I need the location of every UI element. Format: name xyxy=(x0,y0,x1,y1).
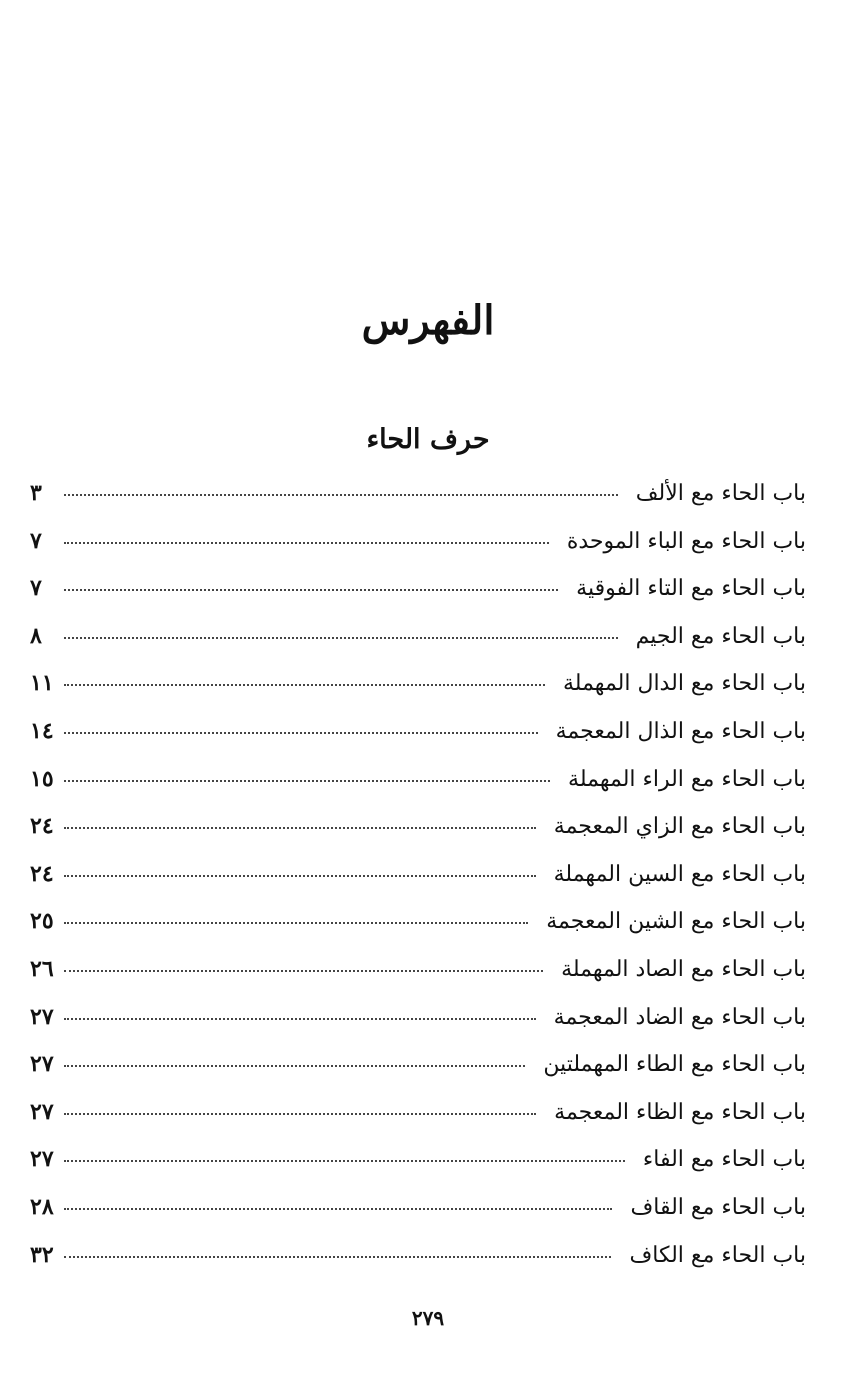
dot-leader xyxy=(64,1256,611,1258)
dot-leader xyxy=(64,732,538,734)
toc-entry-page: ٢٦ xyxy=(30,955,54,982)
toc-entry-page: ٢٤ xyxy=(30,860,54,887)
toc-entry-label: باب الحاء مع السين المهملة xyxy=(553,861,806,887)
dot-leader xyxy=(64,1065,525,1067)
toc-entry xyxy=(30,946,806,994)
toc-entry-label: باب الحاء مع الصاد المهملة xyxy=(561,956,806,982)
toc-entry-label: باب الحاء مع الكاف xyxy=(629,1242,806,1268)
toc-entry xyxy=(30,613,806,661)
dot-leader xyxy=(64,684,545,686)
toc-entry xyxy=(30,1232,806,1280)
dot-leader xyxy=(64,1018,536,1020)
toc-entry xyxy=(30,898,806,946)
dot-leader xyxy=(64,1160,625,1162)
page-number: ٢٧٩ xyxy=(411,1306,445,1330)
toc-entry-label: باب الحاء مع الألف xyxy=(635,481,806,506)
toc-entry-label: باب الحاء مع الباء الموحدة xyxy=(566,528,806,554)
toc-entry xyxy=(30,1089,806,1137)
toc-entry-page: ٢٧ xyxy=(30,1146,54,1173)
dot-leader xyxy=(64,1208,612,1210)
toc-entry-page: ٢٥ xyxy=(30,908,54,935)
section-heading: حرف الحاء xyxy=(366,424,490,455)
toc-entry-label: باب الحاء مع القاف xyxy=(630,1194,806,1220)
toc-entry-page: ١٥ xyxy=(30,765,54,792)
toc-entry-page: ٢٧ xyxy=(30,1098,54,1125)
dot-leader xyxy=(64,637,618,639)
toc-entry xyxy=(30,756,806,804)
toc-entry xyxy=(30,851,806,899)
toc-entry-label: باب الحاء مع التاء الفوقية xyxy=(576,576,806,602)
toc-entry-page: ٧ xyxy=(30,575,42,602)
toc-entry-label: باب الحاء مع الطاء المهملتين xyxy=(543,1052,806,1078)
dot-leader xyxy=(64,1113,536,1115)
toc-entry xyxy=(30,470,806,518)
toc-entry xyxy=(30,1041,806,1089)
toc-entry-page: ٧ xyxy=(30,527,42,554)
toc-entry xyxy=(30,518,806,566)
toc-entry xyxy=(30,803,806,851)
dot-leader xyxy=(64,922,528,924)
toc-entry xyxy=(30,660,806,708)
toc-entry xyxy=(30,565,806,613)
toc-entry-page: ٢٧ xyxy=(30,1003,54,1030)
dot-leader xyxy=(64,875,536,877)
dot-leader xyxy=(64,494,618,496)
toc-entry-label: باب الحاء مع الجيم xyxy=(635,623,806,649)
toc-entry-label: باب الحاء مع الضاد المعجمة xyxy=(553,1004,806,1030)
toc-entry xyxy=(30,1136,806,1184)
toc-entry-page: ١٤ xyxy=(30,717,54,744)
toc-entry-label: باب الحاء مع الراء المهملة xyxy=(568,766,806,792)
dot-leader xyxy=(64,970,543,972)
toc-entry-page: ٨ xyxy=(30,622,42,649)
toc-entry-page: ٣ xyxy=(30,480,42,506)
toc-entry xyxy=(30,994,806,1042)
toc-entry-label: باب الحاء مع الظاء المعجمة xyxy=(554,1099,806,1125)
dot-leader xyxy=(64,589,558,591)
toc-entry-page: ١١ xyxy=(30,670,54,697)
toc-entry-label: باب الحاء مع الفاء xyxy=(642,1147,806,1173)
toc-entry-label: باب الحاء مع الذال المعجمة xyxy=(555,718,806,744)
dot-leader xyxy=(64,542,549,544)
toc-entry xyxy=(30,1184,806,1232)
toc-entry-label: باب الحاء مع الدال المهملة xyxy=(563,671,806,697)
toc-entry xyxy=(30,708,806,756)
toc-entry-label: باب الحاء مع الزاي المعجمة xyxy=(553,814,806,840)
toc-entry-page: ٣٢ xyxy=(30,1241,54,1268)
dot-leader xyxy=(64,827,536,829)
toc-entry-page: ٢٤ xyxy=(30,813,54,840)
dot-leader xyxy=(64,780,550,782)
toc-list xyxy=(30,470,806,1279)
toc-entry-page: ٢٨ xyxy=(30,1193,54,1220)
toc-entry-label: باب الحاء مع الشين المعجمة xyxy=(546,909,806,935)
toc-entry-page: ٢٧ xyxy=(30,1051,54,1078)
page-title: الفهرس xyxy=(361,297,495,344)
